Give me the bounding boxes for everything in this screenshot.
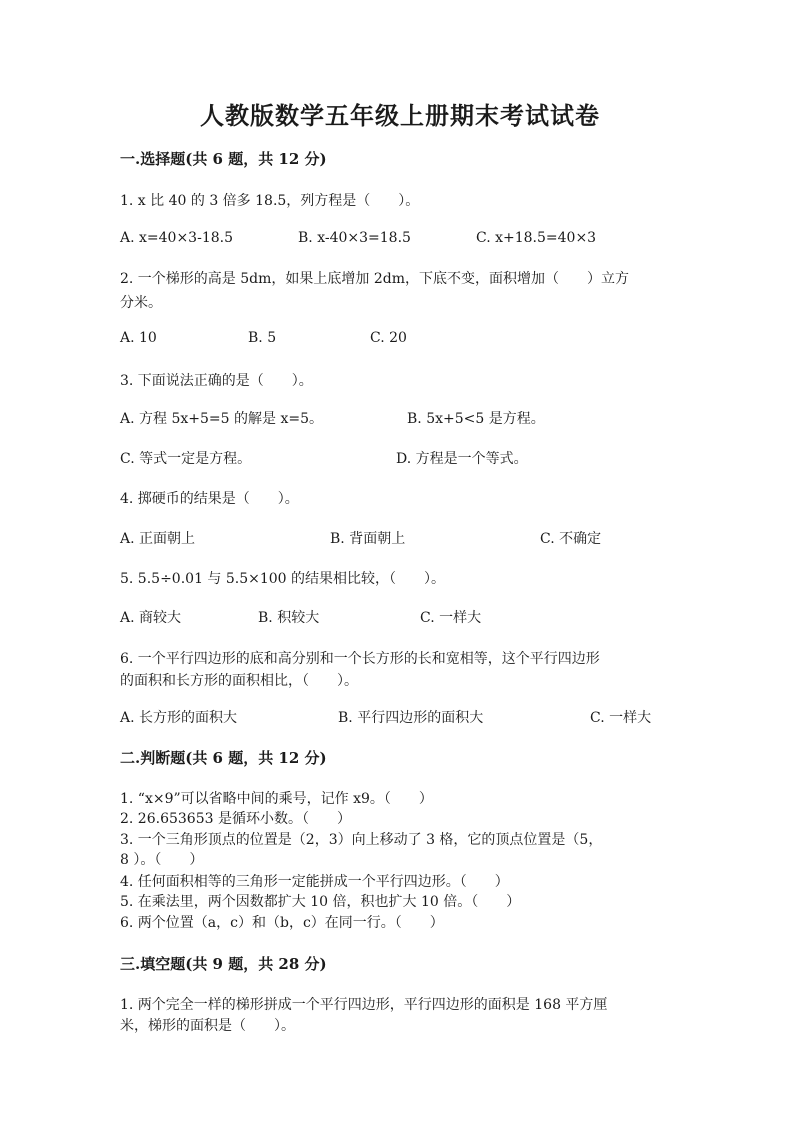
page-title: 人教版数学五年级上册期末考试试卷: [200, 101, 600, 130]
section-heading-judgment: 二.判断题(共 6 题，共 12 分): [120, 749, 327, 767]
question-text: 1. x 比 40 的 3 倍多 18.5，列方程是（ ）。: [120, 193, 420, 209]
option-b: B. 5: [248, 330, 277, 346]
judgment-item: 2. 26.653653 是循环小数。（ ）: [120, 811, 351, 827]
option-c: C. 一样大: [590, 710, 652, 726]
option-c: C. 20: [370, 330, 407, 346]
question-text: 6. 一个平行四边形的底和高分别和一个长方形的长和宽相等，这个平行四边形: [120, 651, 600, 667]
option-a: A. 正面朝上: [120, 531, 196, 547]
judgment-item: 5. 在乘法里，两个因数都扩大 10 倍，积也扩大 10 倍。（ ）: [120, 894, 521, 910]
question-text: 1. 两个完全一样的梯形拼成一个平行四边形，平行四边形的面积是 168 平方厘: [120, 997, 608, 1013]
question-text: 3. 下面说法正确的是（ ）。: [120, 373, 313, 389]
option-b: B. 平行四边形的面积大: [338, 710, 484, 726]
option-b: B. 背面朝上: [330, 531, 406, 547]
question-text: 5. 5.5÷0.01 与 5.5×100 的结果相比较，（ ）。: [120, 571, 446, 587]
judgment-item-continued: 8 ）。（ ）: [120, 852, 204, 868]
option-c: C. 一样大: [420, 610, 482, 626]
question-text-continued: 分米。: [120, 295, 162, 311]
judgment-item: 1. “x×9”可以省略中间的乘号，记作 x9。（ ）: [120, 791, 433, 807]
question-text: 2. 一个梯形的高是 5dm，如果上底增加 2dm，下底不变，面积增加（ ）立方: [120, 271, 629, 287]
option-b: B. 5x+5<5 是方程。: [407, 411, 545, 427]
option-a: A. 方程 5x+5=5 的解是 x=5。: [120, 411, 323, 427]
option-b: B. x-40×3=18.5: [298, 230, 411, 246]
question-text: 4. 掷硬币的结果是（ ）。: [120, 491, 299, 507]
option-c: C. x+18.5=40×3: [476, 230, 597, 246]
option-a: A. 长方形的面积大: [120, 710, 238, 726]
judgment-item: 6. 两个位置（a，c）和（b，c）在同一行。（ ）: [120, 915, 444, 931]
judgment-item: 4. 任何面积相等的三角形一定能拼成一个平行四边形。（ ）: [120, 874, 509, 890]
option-a: A. 商较大: [120, 610, 182, 626]
option-c: C. 不确定: [540, 531, 602, 547]
judgment-item: 3. 一个三角形顶点的位置是（2，3）向上移动了 3 格，它的顶点位置是（5，: [120, 832, 603, 848]
option-a: A. x=40×3-18.5: [120, 230, 233, 246]
section-heading-choice: 一.选择题(共 6 题，共 12 分): [120, 150, 327, 168]
option-b: B. 积较大: [258, 610, 320, 626]
option-c: C. 等式一定是方程。: [120, 451, 252, 467]
option-d: D. 方程是一个等式。: [396, 451, 528, 467]
section-heading-fill-in: 三.填空题(共 9 题，共 28 分): [120, 955, 327, 973]
option-a: A. 10: [120, 330, 157, 346]
question-text-continued: 的面积和长方形的面积相比，（ ）。: [120, 673, 358, 689]
question-text-continued: 米，梯形的面积是（ ）。: [120, 1018, 295, 1034]
